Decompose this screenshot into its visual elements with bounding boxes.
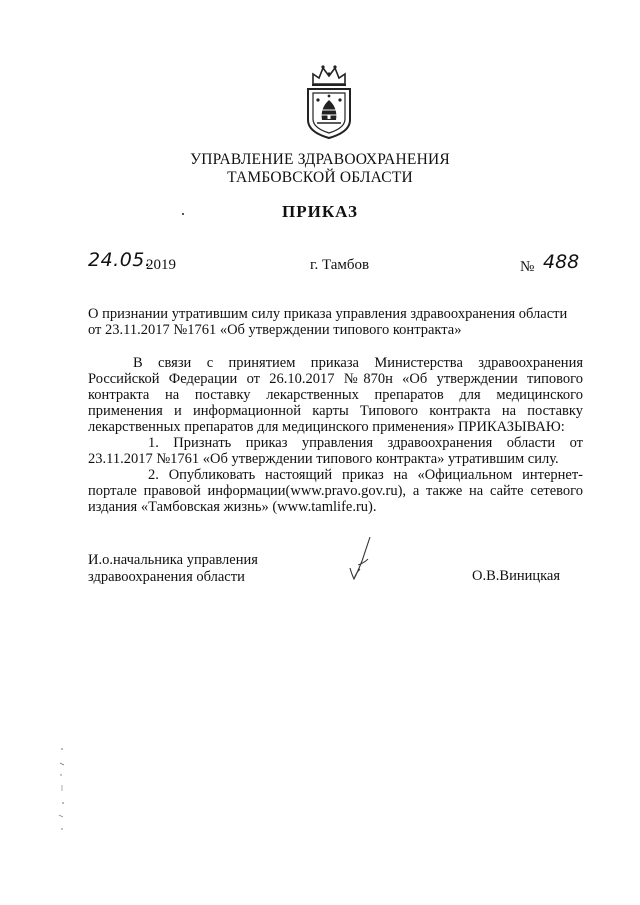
signatory-name: О.В.Виницкая [472, 568, 561, 584]
city: г. Тамбов [310, 257, 370, 273]
position-line-2: здравоохранения области [88, 569, 245, 585]
coat-of-arms-emblem [303, 62, 355, 140]
date-city-number-row [88, 249, 583, 277]
handwritten-signature [340, 535, 380, 585]
document-title: ПРИКАЗ [282, 202, 358, 221]
signatory-position [88, 552, 258, 586]
position-line-1: И.о.начальника управления [88, 552, 258, 568]
scan-margin-marks [52, 745, 72, 835]
order-subject [88, 306, 583, 338]
organization-name-line-2: ТАМБОВСКОЙ ОБЛАСТИ [227, 169, 413, 186]
preamble-paragraph: В связи с принятием приказа Министерства здравоохранения Российской Федерации от 26.10.2017 №870н «Об утверждении типового контракта на поставку лекарственных препаратов для медицинского применения и информационной карты Типового контракта на поставку лекарственных препаратов для медицинского применения» ПРИКАЗЫВАЮ: [88, 355, 583, 435]
order-body [88, 355, 583, 515]
scan-speck [182, 213, 184, 215]
number-sign: № [520, 259, 535, 275]
handwritten-date: 24.05. [88, 249, 152, 271]
order-item-2: 2. Опубликовать настоящий приказ на «Официальном интернет-портале правовой информации(www.pravo.gov.ru), а также на сайте сетевого издания «Тамбовская жизнь» (www.tamlife.ru). [88, 467, 583, 515]
order-item-1: 1. Признать приказ управления здравоохранения области от 23.11.2017 №1761 «Об утверждении типового контракта» утратившим силу. [88, 435, 583, 467]
handwritten-number: 488 [543, 251, 580, 273]
date-year: 2019 [146, 257, 176, 273]
organization-name-line-1: УПРАВЛЕНИЕ ЗДРАВООХРАНЕНИЯ [190, 151, 450, 168]
subject-line-1: О признании утратившим силу приказа управления здравоохранения области [88, 306, 568, 322]
subject-line-2: от 23.11.2017 №1761 «Об утверждении типового контракта» [88, 322, 462, 338]
